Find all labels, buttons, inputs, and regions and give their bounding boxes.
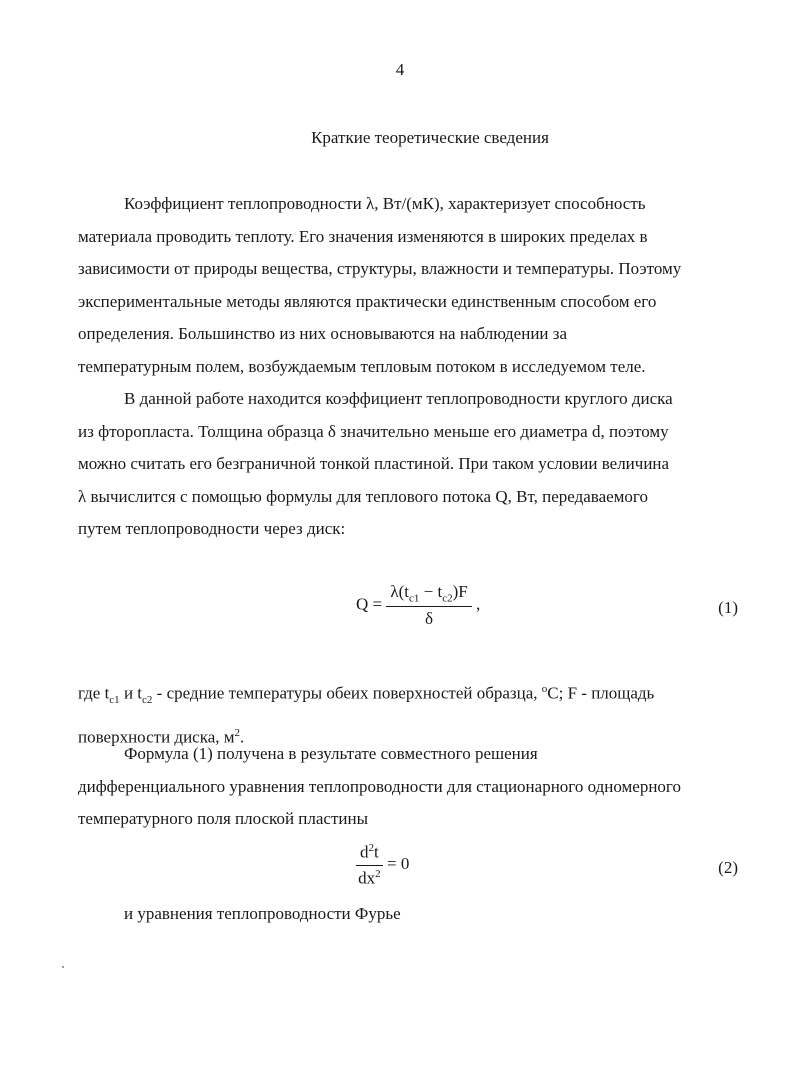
equation-2 <box>356 842 409 888</box>
section-heading: Краткие теоретические сведения <box>311 128 549 147</box>
paragraph-method <box>78 383 740 546</box>
text-line: из фторопласта. Толщина образца δ значительно меньше его диаметра d, поэтому <box>78 421 669 441</box>
equation-2-number: (2) <box>718 858 738 877</box>
paragraph-thermal-conductivity <box>78 188 740 383</box>
text-line-fourier: и уравнения теплопроводности Фурье <box>124 904 401 923</box>
text-line: В данной работе находится коэффициент теплопроводности круглого диска <box>124 389 673 408</box>
scan-speck <box>62 966 64 968</box>
equation-2-denominator: $dx^2$ <box>358 867 381 888</box>
equation-2-fraction <box>356 842 383 888</box>
equation-1-comma: , <box>475 594 481 614</box>
text-line: Коэффициент теплопроводности λ, Вт/(мК), характеризует способность <box>124 194 646 213</box>
equation-1-fraction <box>386 582 471 629</box>
text-line: где $t_{c1}$ и $t_{c2}$ - средние температуры обеих поверхностей образца, $^o$C; F - площадь <box>78 683 655 707</box>
text-line: определения. Большинство из них основываются на наблюдении за <box>78 324 568 343</box>
equation-1 <box>356 582 480 629</box>
paragraph-formula-derivation <box>78 738 740 836</box>
equation-1-denominator: δ <box>425 609 434 629</box>
text-line: зависимости от природы вещества, структуры, влажности и температуры. Поэтому <box>78 259 682 278</box>
text-line: λ вычислится с помощью формулы для теплового потока Q, Вт, передаваемого <box>78 486 648 506</box>
text-line: дифференциального уравнения теплопроводности для стационарного одномерного <box>78 776 681 796</box>
text-line: экспериментальные методы являются практически единственным способом его <box>78 291 657 311</box>
text-line: поверхности диска, $м^2$. <box>78 726 245 747</box>
equation-2-numerator: $d^2t$ <box>356 842 383 866</box>
text-line: можно считать его безграничной тонкой пластиной. При таком условии величина <box>78 454 670 473</box>
equation-1-lhs: Q = <box>356 594 383 614</box>
text-line: материала проводить теплоту. Его значения изменяются в широких пределах в <box>78 226 648 246</box>
equation-2-rhs: = 0 <box>386 854 410 874</box>
text-line: путем теплопроводности через диск: <box>78 519 346 538</box>
text-line: температурным полем, возбуждаемым тепловым потоком в исследуемом теле. <box>78 356 646 376</box>
page-number: 4 <box>395 60 405 79</box>
text-line: температурного поля плоской пластины <box>78 809 369 828</box>
equation-1-number: (1) <box>718 598 738 617</box>
text-line: Формула (1) получена в результате совместного решения <box>124 744 538 763</box>
equation-1-numerator: $\lambda(t_{c1} - t_{c2})F$ <box>386 582 471 607</box>
